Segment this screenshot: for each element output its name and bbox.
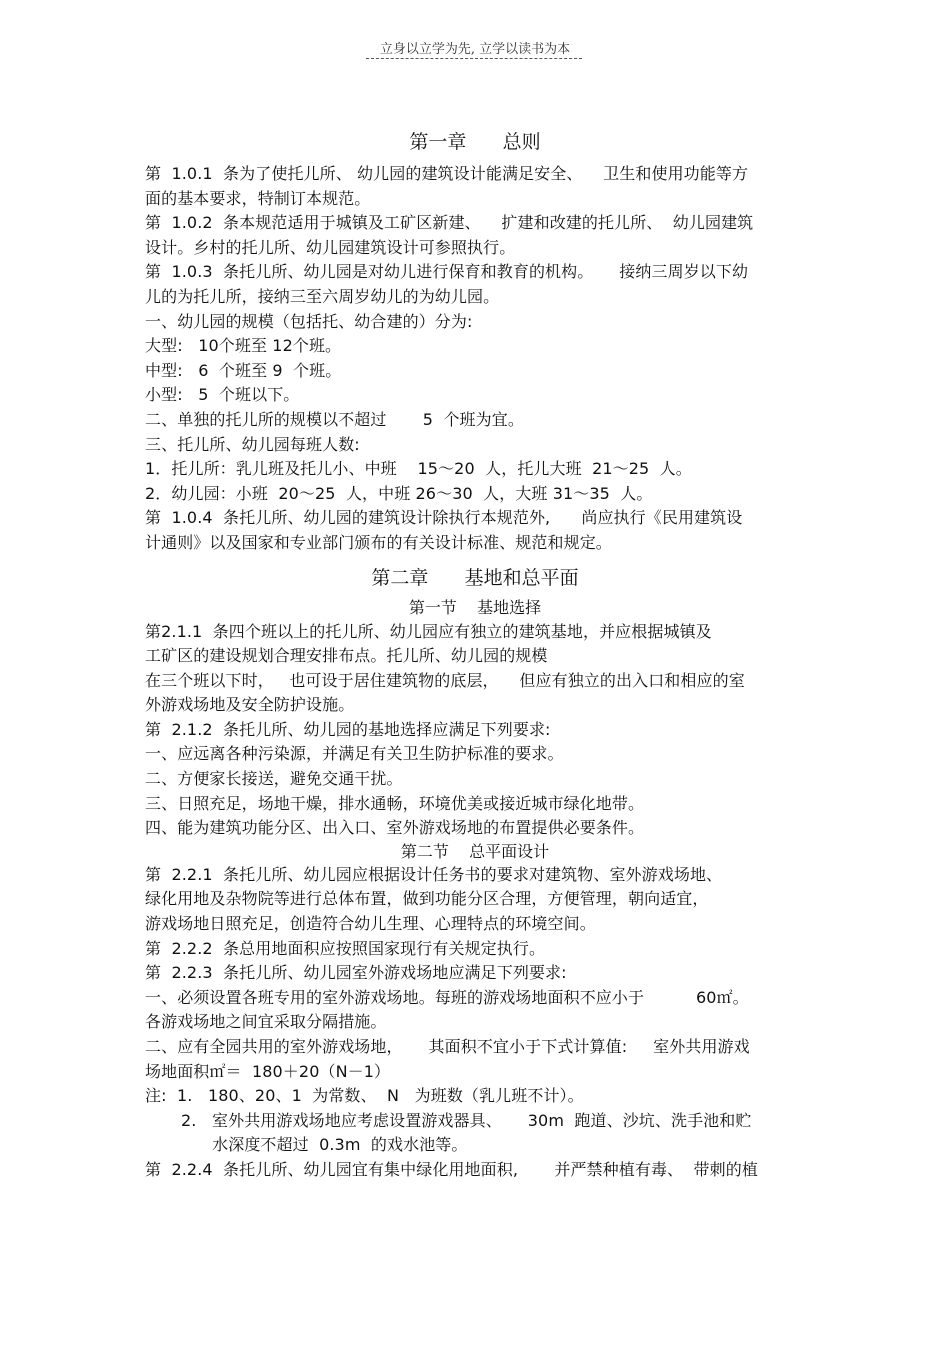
paragraph-line: 二、方便家长接送，避免交通干扰。 xyxy=(145,769,403,789)
section-1-title: 第一节 基地选择 xyxy=(408,597,542,617)
paragraph-line: 游戏场地日照充足，创造符合幼儿生理、心理特点的环境空间。 xyxy=(145,914,596,934)
section-2-title: 第二节 总平面设计 xyxy=(400,841,550,861)
header-dashed-rule xyxy=(366,58,582,59)
document-body xyxy=(145,126,805,1183)
paragraph-line: 一、应远离各种污染源，并满足有关卫生防护标准的要求。 xyxy=(145,744,564,764)
paragraph-line: 第 2.2.3 条托儿所、幼儿园室外游戏场地应满足下列要求: xyxy=(145,963,567,983)
paragraph-line: 中型: 6 个班至 9 个班。 xyxy=(145,360,342,380)
paragraph-line: 第 1.0.2 条本规范适用于城镇及工矿区新建、 扩建和改建的托儿所、 幼儿园建筑 xyxy=(145,213,754,233)
paragraph-line: 一、必须设置各班专用的室外游戏场地。每班的游戏场地面积不应小于 60㎡。 xyxy=(145,987,749,1007)
paragraph-line: 注: 1. 180、20、1 为常数、 N 为班数（乳儿班不计）。 xyxy=(145,1086,584,1106)
paragraph-line: 在三个班以下时， 也可设于居住建筑物的底层， 但应有独立的出入口和相应的室 xyxy=(145,670,745,690)
paragraph-line: 小型: 5 个班以下。 xyxy=(145,385,300,405)
paragraph-line: 儿的为托儿所，接纳三至六周岁幼儿的为幼儿园。 xyxy=(145,286,500,306)
paragraph-line: 1．托儿所：乳儿班及托儿小、中班 15～20 人，托儿大班 21～25 人。 xyxy=(145,459,692,479)
section-2-note-2 xyxy=(145,1109,805,1158)
paragraph-line: 面的基本要求，特制订本规范。 xyxy=(145,188,371,208)
paragraph-line: 第2.1.1 条四个班以上的托儿所、幼儿园应有独立的建筑基地，并应根据城镇及 xyxy=(145,621,712,641)
paragraph-line: 外游戏场地及安全防护设施。 xyxy=(145,695,355,715)
paragraph-line: 第 1.0.4 条托儿所、幼儿园的建筑设计除执行本规范外, 尚应执行《民用建筑设 xyxy=(145,508,743,528)
section-1-body xyxy=(145,620,805,841)
paragraph-line: 第 2.2.1 条托儿所、幼儿园应根据设计任务书的要求对建筑物、室外游戏场地、 xyxy=(145,864,723,884)
paragraph-line: 三、日照充足，场地干燥，排水通畅，环境优美或接近城市绿化地带。 xyxy=(145,793,645,813)
paragraph-line: 第 1.0.3 条托儿所、幼儿园是对幼儿进行保育和教育的机构。 接纳三周岁以下幼 xyxy=(145,262,749,282)
page-header-motto: 立身以立学为先, 立学以读书为本 xyxy=(379,42,571,57)
chapter-1-title: 第一章 总则 xyxy=(409,131,541,153)
paragraph-line: 计通则》以及国家和专业部门颁布的有关设计标准、规范和规定。 xyxy=(145,532,612,552)
paragraph-line: 大型: 10个班至 12个班。 xyxy=(145,336,342,356)
paragraph-line: 工矿区的建设规划合理安排布点。托儿所、幼儿园的规模 xyxy=(145,646,548,666)
paragraph-line: 各游戏场地之间宜采取分隔措施。 xyxy=(145,1012,387,1032)
paragraph-line: 二、应有全园共用的室外游戏场地， 其面积不宜小于下式计算值: 室外共用游戏 xyxy=(145,1037,750,1056)
paragraph-line: 四、能为建筑功能分区、出入口、室外游戏场地的布置提供必要条件。 xyxy=(145,818,645,838)
paragraph-line: 2. 室外共用游戏场地应考虑设置游戏器具、 30m 跑道、沙坑、洗手池和贮 xyxy=(181,1110,752,1130)
paragraph-line: 二、单独的托儿所的规模以不超过 5 个班为宜。 xyxy=(145,409,524,429)
chapter-2-title: 第二章 基地和总平面 xyxy=(371,566,579,589)
paragraph-line: 第 2.1.2 条托儿所、幼儿园的基地选择应满足下列要求: xyxy=(145,719,551,739)
section-2-body xyxy=(145,863,805,1109)
paragraph-line: 绿化用地及杂物院等进行总体布置，做到功能分区合理，方便管理，朝向适宜， xyxy=(145,889,709,909)
paragraph-line: 第 2.2.2 条总用地面积应按照国家现行有关规定执行。 xyxy=(145,938,546,958)
paragraph-line: 第 1.0.1 条为了使托儿所、 幼儿园的建筑设计能满足安全、 卫生和使用功能等方 xyxy=(145,164,749,183)
paragraph-line: 水深度不超过 0.3m 的戏水池等。 xyxy=(181,1135,468,1155)
paragraph-line: 设计。乡村的托儿所、幼儿园建筑设计可参照执行。 xyxy=(145,237,516,257)
paragraph-line: 三、托儿所、幼儿园每班人数: xyxy=(145,434,360,454)
paragraph-line: 一、幼儿园的规模（包括托、幼合建的）分为: xyxy=(145,311,473,331)
paragraph-line: 第 2.2.4 条托儿所、幼儿园宜有集中绿化用地面积, 并严禁种植有毒、 带刺的植 xyxy=(145,1159,758,1179)
paragraph-line: 2．幼儿园：小班 20～25 人，中班 26～30 人，大班 31～35 人。 xyxy=(145,483,653,503)
chapter-1-body xyxy=(145,162,805,556)
paragraph-line: 场地面积㎡＝ 180＋20（N－1） xyxy=(145,1061,391,1081)
